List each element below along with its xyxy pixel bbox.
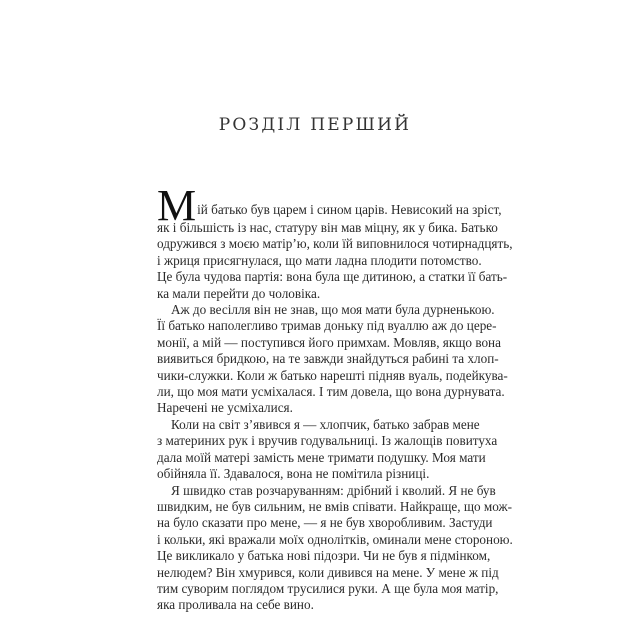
text-line: Це була чудова партія: вона була ще дитиною, а статки її бать- [157, 269, 508, 285]
chapter-body [157, 181, 513, 614]
text-line: Коли на світ з’явився я — хлопчик, батько забрав мене [171, 416, 480, 432]
text-line: Її батько наполегливо тримав доньку під вуаллю аж до цере- [157, 318, 497, 334]
text-line: Аж до весілля він не знав, що моя мати була дурненькою. [171, 302, 495, 318]
text-line: на було сказати про мене, — я не був хворобливим. Застуди [157, 515, 493, 531]
paragraph-2 [157, 302, 508, 417]
text-line: монії, а мій — поступився його примхам. Мовляв, якщо вона [157, 334, 501, 350]
text-line: з материних рук і вручив годувальниці. Із жалощів повитуха [157, 433, 498, 449]
text-line: ій батько був царем і сином царів. Невисокий на зріст, [197, 202, 502, 218]
text-line: одружився з моєю матір’ю, коли їй виповнилося чотирнадцять, [157, 236, 513, 252]
chapter-title: РОЗДІЛ ПЕРШИЙ [218, 115, 412, 135]
drop-cap: М [157, 181, 197, 230]
text-line: Наречені не усміхалися. [157, 400, 293, 416]
text-line: ли, що моя мати усміхалася. І тим довела, що вона дурнувата. [157, 384, 505, 400]
text-line: як і більшість із нас, статуру він мав міцну, як у бика. Батько [157, 220, 498, 235]
text-line: дала моїй матері замість мене тримати подушку. Моя мати [157, 449, 486, 465]
text-line: нелюдем? Він хмурився, коли дивився на мене. У мене ж під [157, 564, 499, 580]
text-line: тим суворим поглядом трусилися руки. А ще була моя матір, [157, 580, 499, 596]
text-line: яка проливала на себе вино. [157, 597, 314, 613]
text-line: чики-служки. Коли ж батько нарешті підняв вуаль, подейкува- [157, 367, 508, 383]
text-line: Це викликало у батька нові підозри. Чи не був я підмінком, [157, 548, 491, 564]
paragraph-3 [157, 416, 498, 483]
text-line: ка мали перейти до чоловіка. [157, 285, 321, 301]
text-line: виявиться бридкою, на те завжди знайдуться рабині та хлоп- [157, 351, 499, 367]
text-line: Я швидко став розчаруванням: дрібний і кволий. Я не був [171, 482, 496, 498]
paragraph-4 [157, 482, 513, 614]
text-line: і жриця присягнулася, що мати ладна плодити потомство. [157, 252, 482, 268]
paragraph-1 [157, 181, 513, 302]
text-line: обійняла її. Здавалося, вона не помітила різниці. [157, 466, 430, 482]
text-line: швидким, не був сильним, не вмів співати. Найкраще, що мож- [157, 498, 512, 514]
text-line: і кольки, які вражали моїх однолітків, оминали мене стороною. [157, 531, 513, 547]
